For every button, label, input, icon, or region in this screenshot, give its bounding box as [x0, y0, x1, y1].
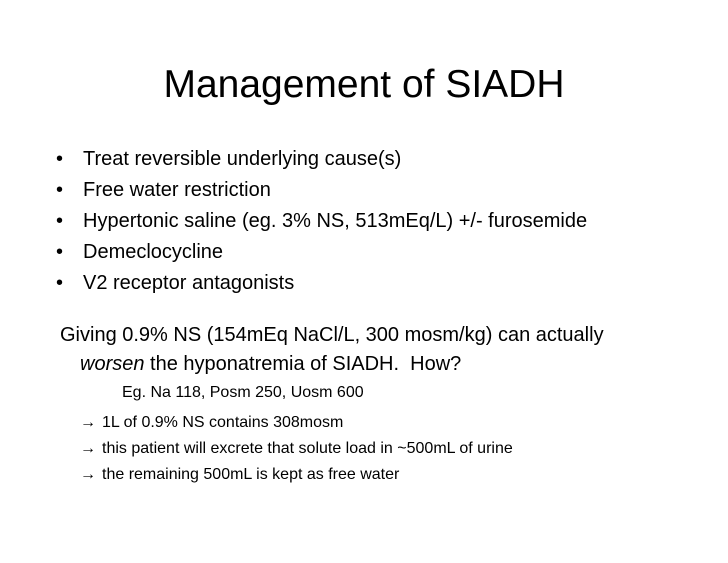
arrow-item [80, 462, 513, 488]
bullet-text: V2 receptor antagonists [83, 272, 295, 294]
arrow-item [80, 436, 513, 462]
emphasis-word: worsen [80, 353, 145, 375]
arrow-list [80, 410, 513, 488]
bullet-text: Free water restriction [83, 179, 271, 201]
explanation-paragraph [60, 321, 720, 379]
right-arrow-icon: → [80, 440, 96, 457]
arrow-text: 1L of 0.9% NS contains 308mosm [102, 414, 344, 431]
bullet-item [56, 268, 587, 299]
slide-title: Management of SIADH [163, 63, 565, 106]
arrow-text: this patient will excrete that solute load in ~500mL of urine [102, 440, 513, 457]
paragraph-line-2 [60, 350, 720, 379]
bullet-list [56, 144, 587, 299]
bullet-item [56, 175, 587, 206]
example-values: Eg. Na 118, Posm 250, Uosm 600 [122, 384, 364, 401]
bullet-text: Treat reversible underlying cause(s) [83, 148, 402, 170]
bullet-text: Demeclocycline [83, 241, 224, 263]
paragraph-line-2-text: the hyponatremia of SIADH. How? [144, 353, 462, 375]
bullet-item [56, 237, 587, 268]
bullet-dot-icon: • [56, 241, 64, 263]
paragraph-line-1: Giving 0.9% NS (154mEq NaCl/L, 300 mosm/kg) can actually [60, 324, 604, 346]
bullet-dot-icon: • [56, 210, 64, 232]
bullet-dot-icon: • [56, 272, 64, 294]
arrow-item [80, 410, 513, 436]
right-arrow-icon: → [80, 466, 96, 483]
bullet-dot-icon: • [56, 148, 64, 170]
bullet-item [56, 206, 587, 237]
bullet-item [56, 144, 587, 175]
bullet-dot-icon: • [56, 179, 64, 201]
bullet-text: Hypertonic saline (eg. 3% NS, 513mEq/L) +/- furosemide [83, 210, 588, 232]
arrow-text: the remaining 500mL is kept as free water [102, 466, 400, 483]
right-arrow-icon: → [80, 414, 96, 431]
